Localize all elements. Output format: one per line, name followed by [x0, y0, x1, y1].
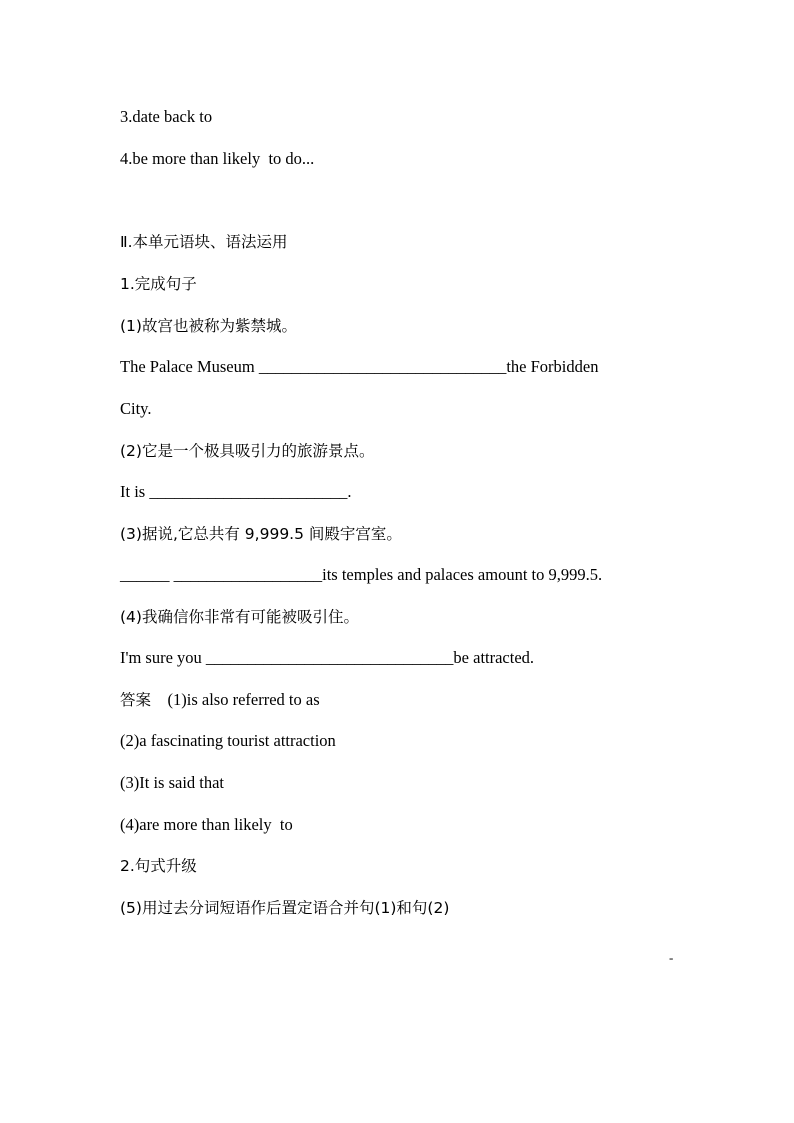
- question-2-chinese: (2)它是一个极具吸引力的旅游景点。: [120, 442, 375, 460]
- q3-blank-2: __________________: [173, 565, 323, 584]
- page-footer-mark: -: [669, 950, 674, 965]
- answer-4: (4)are more than likely to: [120, 815, 293, 834]
- question-3-english: [120, 565, 602, 585]
- q4-text-start: I'm sure you: [120, 648, 206, 667]
- question-4-english: [120, 648, 534, 668]
- question-5-chinese: (5)用过去分词短语作后置定语合并句(1)和句(2): [120, 899, 450, 917]
- q1-blank: ______________________________: [258, 357, 507, 376]
- question-1-english-continued: City.: [120, 399, 152, 418]
- part1-title: 1.完成句子: [120, 275, 197, 293]
- question-4-chinese: (4)我确信你非常有可能被吸引住。: [120, 608, 359, 626]
- q1-text-start: The Palace Museum: [120, 357, 259, 376]
- answer-1-text: (1)is also referred to as: [167, 690, 320, 709]
- answer-label: 答案: [120, 691, 152, 709]
- q2-blank: ________________________: [149, 482, 348, 501]
- answer-1: [120, 690, 320, 710]
- answer-2: (2)a fascinating tourist attraction: [120, 731, 336, 750]
- section-heading: Ⅱ.本单元语块、语法运用: [120, 233, 288, 251]
- q3-text-end: its temples and palaces amount to 9,999.5.: [322, 565, 603, 584]
- q2-text-start: It is: [120, 482, 150, 501]
- question-2-english: [120, 482, 351, 502]
- question-3-chinese: (3)据说,它总共有 9,999.5 间殿宇宫室。: [120, 525, 402, 543]
- answer-3: (3)It is said that: [120, 773, 225, 792]
- question-1-chinese: (1)故宫也被称为紫禁城。: [120, 317, 297, 335]
- vocab-item-4: 4.be more than likely to do...: [120, 149, 315, 168]
- vocab-item-3: 3.date back to: [120, 107, 213, 126]
- part2-title: 2.句式升级: [120, 857, 197, 875]
- q4-blank: ______________________________: [205, 648, 454, 667]
- q2-text-end: .: [347, 482, 352, 501]
- q1-text-end: the Forbidden: [506, 357, 599, 376]
- q3-blank-1: ______: [120, 565, 170, 584]
- q4-text-end: be attracted.: [453, 648, 535, 667]
- question-1-english: [120, 357, 598, 377]
